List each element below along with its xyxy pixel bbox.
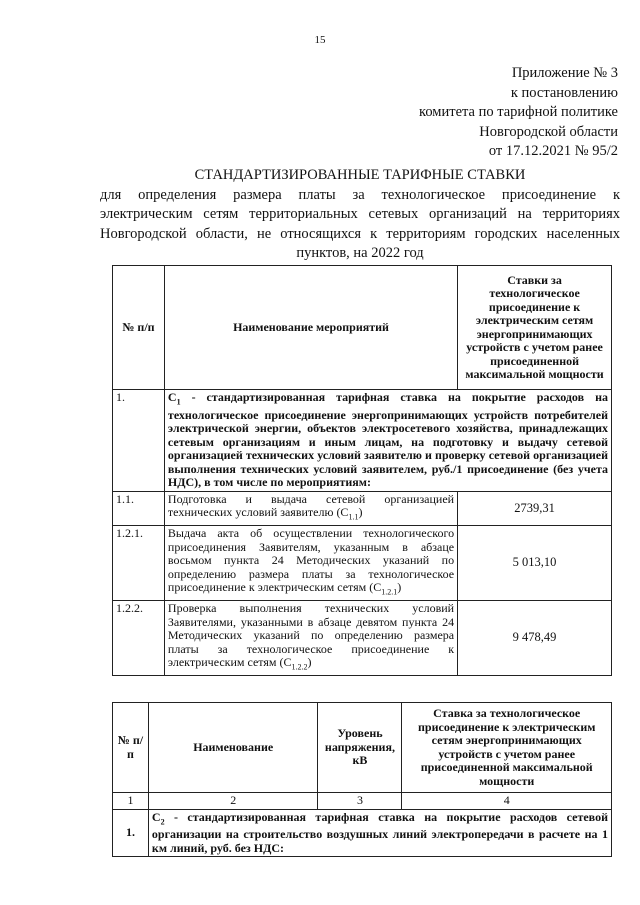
- row-text: Выдача акта об осуществлении технологического присоединения Заявителям, указанным в абзаце восьмом пункта 24 Методических указаний по определению размера платы за технологическое присоединение к электрическим сетям $(С_{1.2.1})$: [164, 526, 457, 601]
- row-num: 1.2.2.: [113, 601, 165, 676]
- section-text: $С_2$ - стандартизированная тарифная ставка на покрытие расходов сетевой организации на строительство воздушных линий электропередачи в расчете на 1 км линий, руб. без НДС:: [148, 809, 611, 857]
- row-num: 1.2.1.: [113, 526, 165, 601]
- appendix-line: от 17.12.2021 № 95/2: [488, 143, 618, 159]
- table-section-row: [113, 390, 612, 492]
- section-text: $С_1$ - стандартизированная тарифная ставка на покрытие расходов на технологическое присоединение энергопринимающих устройств потребителей электрической энергии, объектов электросетевого хозяйства, принадлежащих сетевым организациям и иным лицам, на подготовку и выдачу сетевой организацией технических условий заявителю и проверку сетевой организацией выполнения технических условий заявителем, руб./1 присоединение (без учета НДС), в том числе по мероприятиям:: [164, 390, 611, 492]
- row-text: Проверка выполнения технических условий Заявителями, указанными в абзаце девятом пункта 24 Методических указаний по определению размера платы за технологическое присоединение к электрическим сетям $(С_{1.2.2})$: [164, 601, 457, 676]
- table-header-row: [113, 266, 612, 390]
- row-value: 2739,31: [458, 491, 612, 525]
- header-num: № п/п: [113, 703, 149, 793]
- table-index-row: [113, 793, 612, 810]
- header-rate: Ставки за технологическое присоединение к электрическим сетям энергопринимающих устройств с учетом ранее присоединенной максимальной мощности: [458, 266, 612, 390]
- table-row: [113, 601, 612, 676]
- index-cell: 2: [148, 793, 318, 810]
- section-num: 1.: [113, 390, 165, 492]
- header-name: Наименование мероприятий: [164, 266, 457, 390]
- header-name: Наименование: [148, 703, 318, 793]
- table-section-row: [113, 809, 612, 857]
- header-num: № п/п: [113, 266, 165, 390]
- index-cell: 3: [318, 793, 402, 810]
- page-number: 15: [314, 34, 326, 46]
- index-cell: 4: [402, 793, 612, 810]
- appendix-line: Приложение № 3: [511, 65, 618, 81]
- appendix-block: [419, 64, 618, 162]
- table-row: [113, 526, 612, 601]
- appendix-line: Новгородской области: [479, 123, 618, 140]
- table-header-row: [113, 703, 612, 793]
- row-value: 5 013,10: [458, 526, 612, 601]
- header-rate: Ставка за технологическое присоединение к электрическим сетям энергопринимающих устройств с учетом ранее присоединенной максимальной мощности: [402, 703, 612, 793]
- section-num: 1.: [113, 809, 149, 857]
- document-title: [100, 166, 620, 264]
- index-cell: 1: [113, 793, 149, 810]
- rates-table-2: [112, 702, 612, 857]
- title-subheading: для определения размера платы за технологическое присоединение к электрическим сетям территориальных сетевых организаций на территориях Новгородской области, не относящихся к территориям городских населенных пунктов, на 2022 год: [100, 186, 620, 261]
- appendix-line: к постановлению: [510, 84, 618, 101]
- row-num: 1.1.: [113, 491, 165, 525]
- header-voltage: Уровень напряжения, кВ: [318, 703, 402, 793]
- table-row: [113, 491, 612, 525]
- title-heading: СТАНДАРТИЗИРОВАННЫЕ ТАРИФНЫЕ СТАВКИ: [194, 167, 526, 183]
- rates-table-1: [112, 265, 612, 676]
- appendix-line: комитета по тарифной политике: [419, 104, 618, 120]
- row-text: Подготовка и выдача сетевой организацией технических условий заявителю $(С_{1.1})$: [164, 491, 457, 525]
- row-value: 9 478,49: [458, 601, 612, 676]
